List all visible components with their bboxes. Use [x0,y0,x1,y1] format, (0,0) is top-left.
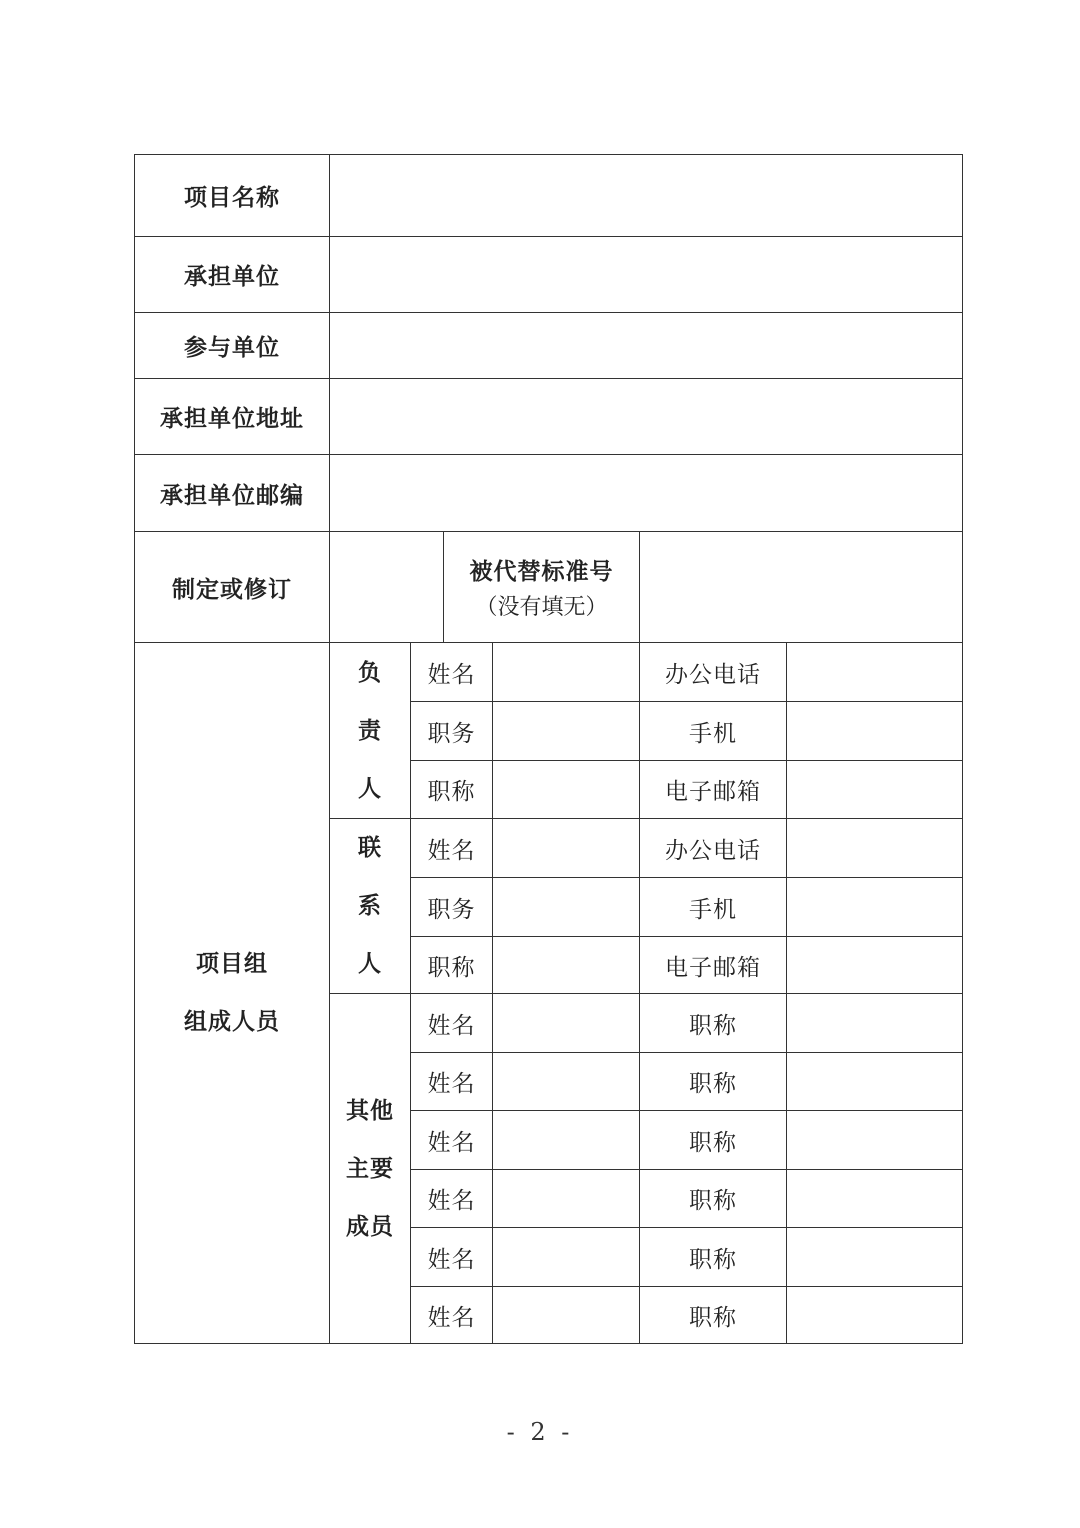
member-name-field[interactable] [493,1111,640,1170]
leader-title-field[interactable] [493,761,640,819]
contact-title-label: 职称 [411,937,493,994]
other-members-role-label [330,994,411,1344]
team-members-label-cell [135,643,330,1344]
member-name-field[interactable] [493,1287,640,1344]
contact-title-field[interactable] [493,937,640,994]
contact-name-label: 姓名 [411,819,493,878]
leader-role-char: 人 [358,775,382,802]
contact-email-field[interactable] [787,937,963,994]
member-name-label: 姓名 [411,1228,493,1287]
formulate-or-revise-field[interactable] [330,532,444,643]
team-label-line1: 项目组 [196,951,268,977]
member-name-field[interactable] [493,1170,640,1228]
contact-mobile-label: 手机 [640,878,787,937]
member-title-field[interactable] [787,1228,963,1287]
member-name-field[interactable] [493,1053,640,1111]
leader-office-phone-label: 办公电话 [640,643,787,702]
contact-mobile-field[interactable] [787,878,963,937]
member-name-label: 姓名 [411,994,493,1053]
member-title-field[interactable] [787,1053,963,1111]
leader-role-label [330,643,411,819]
replaced-standard-label: 被代替标准号 [469,559,614,585]
member-title-label: 职称 [640,994,787,1053]
contact-office-phone-field[interactable] [787,819,963,878]
undertaking-address-field[interactable] [330,379,963,455]
member-name-label: 姓名 [411,1053,493,1111]
project-name-label: 项目名称 [135,155,330,237]
leader-role-char: 负 [358,659,382,686]
contact-role-label [330,819,411,994]
member-title-label: 职称 [640,1228,787,1287]
participating-unit-label: 参与单位 [135,313,330,379]
member-name-label: 姓名 [411,1170,493,1228]
member-name-field[interactable] [493,994,640,1053]
team-label-line2: 组成人员 [184,1009,280,1035]
leader-mobile-field[interactable] [787,702,963,761]
leader-email-field[interactable] [787,761,963,819]
contact-position-field[interactable] [493,878,640,937]
member-title-field[interactable] [787,1287,963,1344]
undertaking-postcode-label: 承担单位邮编 [135,455,330,532]
project-name-field[interactable] [330,155,963,237]
member-title-label: 职称 [640,1053,787,1111]
contact-email-label: 电子邮箱 [640,937,787,994]
contact-role-char: 人 [358,951,382,977]
member-name-label: 姓名 [411,1111,493,1170]
formulate-or-revise-label: 制定或修订 [135,532,330,643]
undertaking-unit-label: 承担单位 [135,237,330,313]
participating-unit-field[interactable] [330,313,963,379]
leader-office-phone-field[interactable] [787,643,963,702]
replaced-standard-note: （没有填无） [475,595,608,620]
contact-role-char: 联 [358,835,382,861]
leader-mobile-label: 手机 [640,702,787,761]
leader-role-char: 责 [358,717,382,744]
member-title-label: 职称 [640,1287,787,1344]
leader-email-label: 电子邮箱 [640,761,787,819]
undertaking-unit-field[interactable] [330,237,963,313]
replaced-standard-field[interactable] [640,532,963,643]
leader-position-label: 职务 [411,702,493,761]
member-name-label: 姓名 [411,1287,493,1344]
contact-office-phone-label: 办公电话 [640,819,787,878]
contact-role-char: 系 [358,893,382,919]
member-title-field[interactable] [787,1170,963,1228]
leader-name-field[interactable] [493,643,640,702]
leader-title-label: 职称 [411,761,493,819]
undertaking-postcode-field[interactable] [330,455,963,532]
page-number: - 2 - [506,1418,574,1446]
leader-position-field[interactable] [493,702,640,761]
undertaking-address-label: 承担单位地址 [135,379,330,455]
leader-name-label: 姓名 [411,643,493,702]
member-title-field[interactable] [787,994,963,1053]
replaced-standard-label-cell [444,532,640,643]
other-members-role-line: 成员 [346,1213,394,1240]
member-title-label: 职称 [640,1111,787,1170]
member-name-field[interactable] [493,1228,640,1287]
other-members-role-line: 其他 [346,1097,394,1124]
contact-name-field[interactable] [493,819,640,878]
project-info-form [134,154,963,1344]
contact-position-label: 职务 [411,878,493,937]
other-members-role-line: 主要 [346,1155,394,1182]
member-title-label: 职称 [640,1170,787,1228]
member-title-field[interactable] [787,1111,963,1170]
